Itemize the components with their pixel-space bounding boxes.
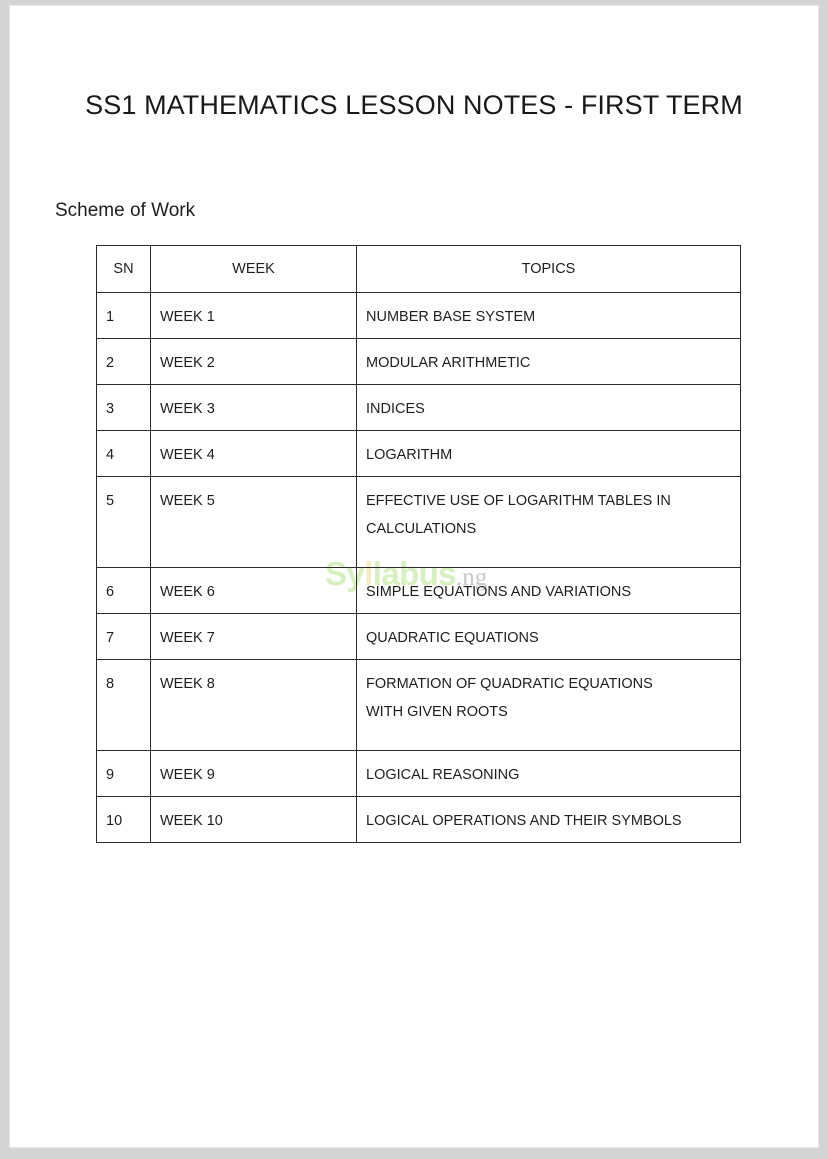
cell-topic [357, 385, 741, 431]
cell-sn: 5 [97, 477, 151, 568]
cell-sn: 10 [97, 797, 151, 843]
document-page [10, 6, 818, 1147]
topic-line: LOGICAL REASONING [366, 767, 520, 783]
watermark-brand-part2: labus [372, 555, 456, 592]
cell-week: WEEK 6 [151, 568, 357, 614]
cell-sn: 1 [97, 293, 151, 339]
topic-line: LOGARITHM [366, 447, 453, 463]
topic-line: FORMATION OF QUADRATIC EQUATIONS [366, 676, 653, 692]
topic-line: SIMPLE EQUATIONS AND VARIATIONS [366, 584, 632, 600]
cell-week: WEEK 1 [151, 293, 357, 339]
table-row [97, 614, 741, 660]
topic-line: NUMBER BASE SYSTEM [366, 309, 536, 325]
cell-topic [357, 568, 741, 614]
table-header-row [97, 246, 741, 293]
cell-week: WEEK 8 [151, 660, 357, 751]
cell-topic [357, 751, 741, 797]
table-row [97, 660, 741, 751]
cell-sn: 7 [97, 614, 151, 660]
cell-week: WEEK 4 [151, 431, 357, 477]
cell-topic [357, 660, 741, 751]
table-row [97, 797, 741, 843]
table-row [97, 339, 741, 385]
cell-sn: 3 [97, 385, 151, 431]
column-header-topics: TOPICS [357, 246, 741, 293]
table-row [97, 385, 741, 431]
cell-week: WEEK 9 [151, 751, 357, 797]
watermark-brand-letter-l: l [364, 555, 373, 592]
topic-line: LOGICAL OPERATIONS AND THEIR SYMBOLS [366, 813, 682, 829]
cell-sn: 2 [97, 339, 151, 385]
table-row [97, 751, 741, 797]
cell-topic [357, 339, 741, 385]
cell-week: WEEK 3 [151, 385, 357, 431]
cell-sn: 6 [97, 568, 151, 614]
column-header-week: WEEK [151, 246, 357, 293]
cell-topic [357, 614, 741, 660]
table-row [97, 568, 741, 614]
topic-line: MODULAR ARITHMETIC [366, 355, 531, 371]
topic-line: CALCULATIONS [366, 521, 477, 537]
cell-topic [357, 293, 741, 339]
cell-topic [357, 797, 741, 843]
cell-week: WEEK 5 [151, 477, 357, 568]
topic-line: WITH GIVEN ROOTS [366, 704, 508, 720]
cell-week: WEEK 10 [151, 797, 357, 843]
table-row [97, 431, 741, 477]
cell-week: WEEK 7 [151, 614, 357, 660]
section-heading-scheme-of-work: Scheme of Work [55, 199, 196, 221]
topic-line: QUADRATIC EQUATIONS [366, 630, 539, 646]
cell-sn: 8 [97, 660, 151, 751]
scheme-of-work-table [96, 245, 741, 843]
topic-line: EFFECTIVE USE OF LOGARITHM TABLES IN [366, 493, 671, 509]
cell-sn: 4 [97, 431, 151, 477]
table-row [97, 293, 741, 339]
cell-topic [357, 477, 741, 568]
cell-week: WEEK 2 [151, 339, 357, 385]
watermark-brand-part1: Sy [325, 555, 365, 592]
page-title: SS1 MATHEMATICS LESSON NOTES - FIRST TERM [85, 90, 743, 121]
cell-topic [357, 431, 741, 477]
topic-line: INDICES [366, 401, 425, 417]
table-body [97, 293, 741, 843]
table-row [97, 477, 741, 568]
watermark-tld: .ng [455, 564, 488, 591]
column-header-sn: SN [97, 246, 151, 293]
cell-sn: 9 [97, 751, 151, 797]
